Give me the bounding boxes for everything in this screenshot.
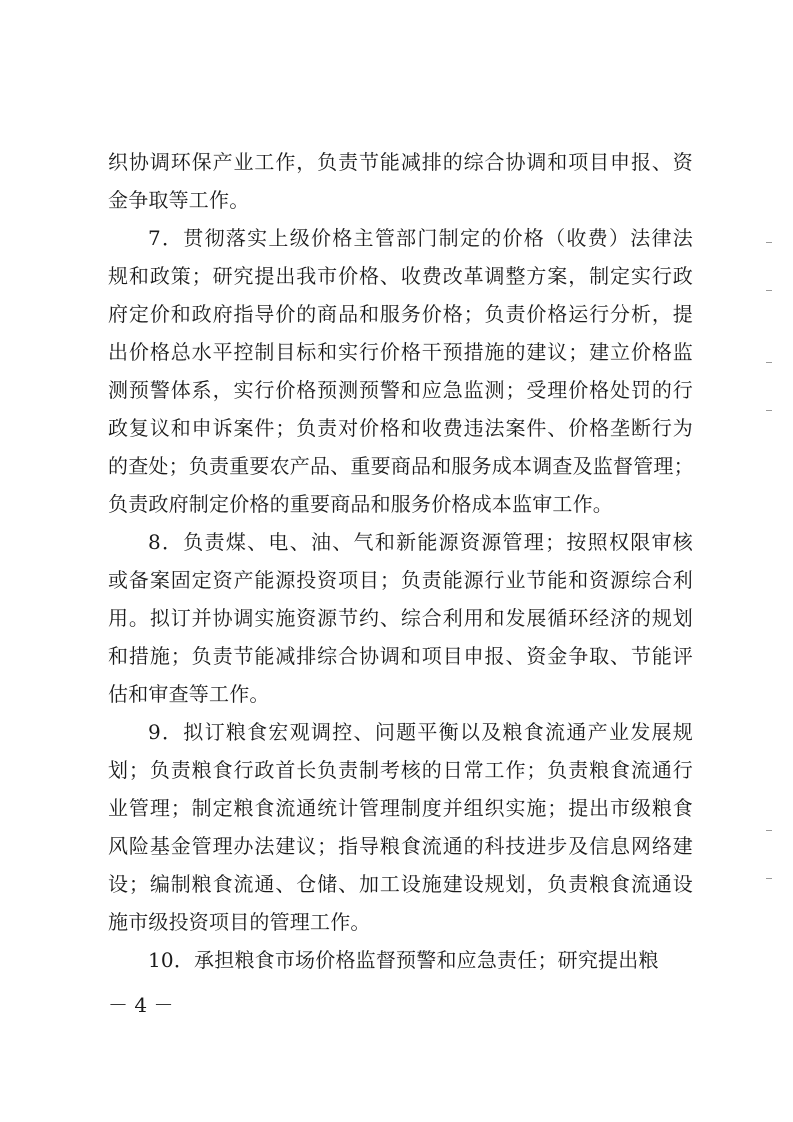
text-line: 8．负责煤、电、油、气和新能源资源管理；按照权限审核 bbox=[148, 530, 693, 554]
scan-edge-mark bbox=[766, 410, 772, 411]
text-line: 设；编制粮食流通、仓储、加工设施建设规划，负责粮食流通设 bbox=[108, 872, 693, 896]
paragraph bbox=[108, 713, 693, 941]
text-line: 出价格总水平控制目标和实行价格干预措施的建议；建立价格监 bbox=[108, 340, 693, 364]
text-line: 的查处；负责重要农产品、重要商品和服务成本调查及监督管理； bbox=[108, 454, 694, 478]
scan-edge-mark bbox=[766, 362, 772, 363]
text-line: 10．承担粮食市场价格监督预警和应急责任；研究提出粮 bbox=[148, 948, 659, 972]
document-body bbox=[108, 143, 693, 979]
text-line: 测预警体系，实行价格预测预警和应急监测；受理价格处罚的行 bbox=[108, 378, 693, 402]
text-line: 划；负责粮食行政首长负责制考核的日常工作；负责粮食流通行 bbox=[108, 758, 693, 782]
text-line: 施市级投资项目的管理工作。 bbox=[108, 910, 371, 934]
text-line: 和措施；负责节能减排综合协调和项目申报、资金争取、节能评 bbox=[108, 644, 693, 668]
scan-edge-mark bbox=[766, 290, 772, 291]
text-line: 用。拟订并协调实施资源节约、综合利用和发展循环经济的规划 bbox=[108, 606, 693, 630]
text-line: 业管理；制定粮食流通统计管理制度并组织实施；提出市级粮食 bbox=[108, 796, 693, 820]
scan-edge-mark bbox=[766, 878, 772, 879]
text-line: 政复议和申诉案件；负责对价格和收费违法案件、价格垄断行为 bbox=[108, 416, 693, 440]
text-line: 风险基金管理办法建议；指导粮食流通的科技进步及信息网络建 bbox=[108, 834, 693, 858]
paragraph bbox=[108, 523, 693, 713]
scan-edge-mark bbox=[766, 830, 772, 831]
text-line: 规和政策；研究提出我市价格、收费改革调整方案，制定实行政 bbox=[108, 264, 693, 288]
text-line: 金争取等工作。 bbox=[108, 188, 250, 212]
text-line: 或备案固定资产能源投资项目；负责能源行业节能和资源综合利 bbox=[108, 568, 693, 592]
text-line: 估和审查等工作。 bbox=[108, 682, 270, 706]
paragraph bbox=[108, 941, 693, 979]
scan-edge-mark bbox=[766, 242, 772, 243]
text-line: 9．拟订粮食宏观调控、问题平衡以及粮食流通产业发展规 bbox=[148, 720, 693, 744]
paragraph bbox=[108, 219, 693, 523]
text-line: 府定价和政府指导价的商品和服务价格；负责价格运行分析，提 bbox=[108, 302, 693, 326]
text-line: 负责政府制定价格的重要商品和服务价格成本监审工作。 bbox=[108, 492, 613, 516]
page-number: － 4 － bbox=[108, 993, 174, 1017]
text-line: 7．贯彻落实上级价格主管部门制定的价格（收费）法律法 bbox=[148, 226, 693, 250]
text-line: 织协调环保产业工作，负责节能减排的综合协调和项目申报、资 bbox=[108, 150, 693, 174]
paragraph bbox=[108, 143, 693, 219]
